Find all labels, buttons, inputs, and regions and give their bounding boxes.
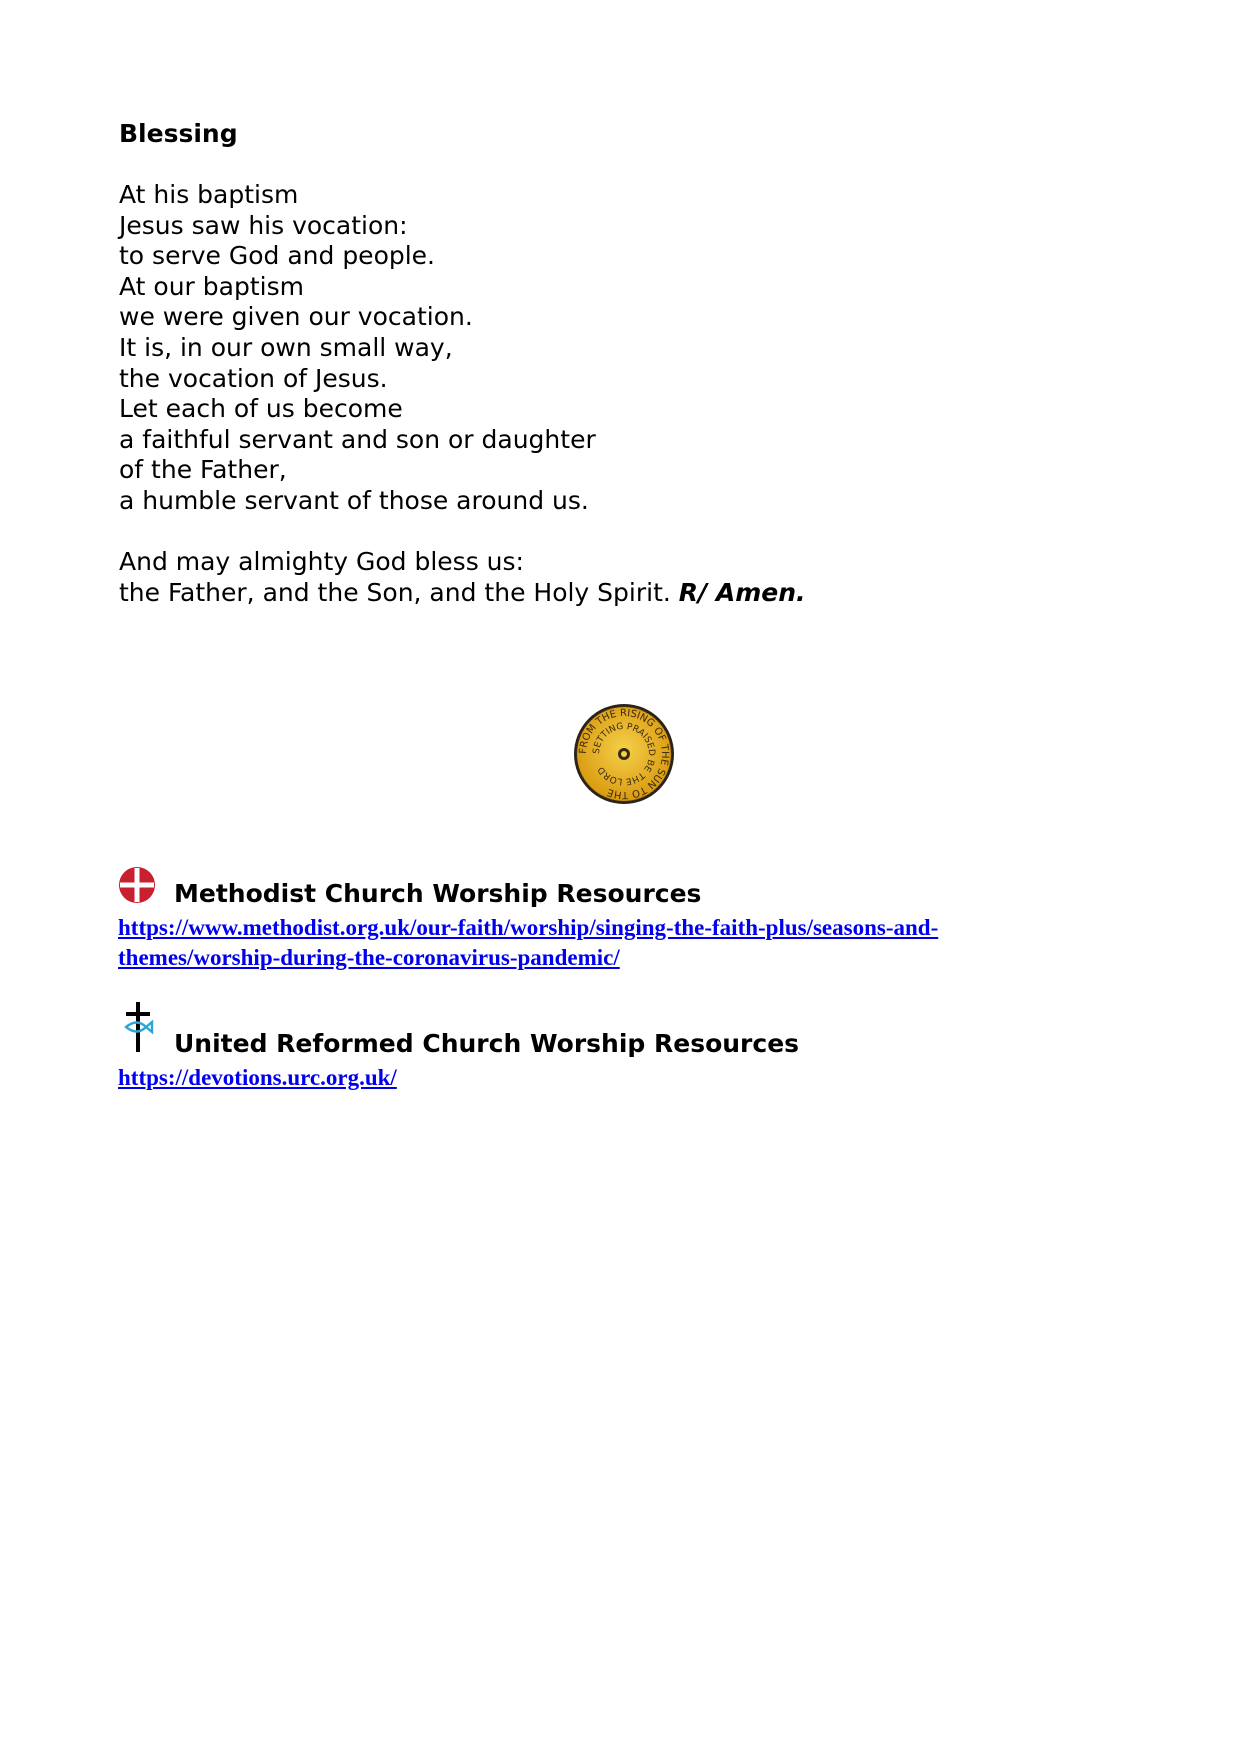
poem-line: It is, in our own small way, — [119, 332, 453, 362]
blessing-poem — [119, 180, 596, 517]
link-line[interactable]: https://devotions.urc.org.uk/ — [118, 1065, 397, 1090]
seal-text-outer: FROM THE RISING OF THE SUN TO THE — [577, 707, 671, 801]
poem-line: of the Father, — [119, 455, 287, 485]
urc-cross-fish-icon — [120, 1000, 156, 1054]
poem-line: At our baptism — [119, 271, 304, 301]
seal-text-inner: SETTING PRAISED BE THE LORD — [591, 721, 657, 787]
poem-line: the vocation of Jesus. — [119, 363, 388, 393]
blessing-closing — [119, 547, 806, 608]
methodist-cross-icon — [118, 866, 156, 904]
closing-line-text: the Father, and the Son, and the Holy Spirit. — [119, 577, 671, 607]
methodist-resource-link[interactable] — [118, 913, 938, 973]
urc-resource-link[interactable] — [118, 1063, 397, 1093]
poem-line: a faithful servant and son or daughter — [119, 424, 596, 454]
seal-logo-icon — [572, 702, 676, 806]
poem-line: we were given our vocation. — [119, 302, 473, 332]
poem-line: Jesus saw his vocation: — [119, 210, 408, 240]
closing-line — [119, 578, 806, 609]
response-amen: R/ Amen. — [678, 577, 806, 607]
poem-line: to serve God and people. — [119, 241, 436, 271]
urc-resource-title: United Reformed Church Worship Resources — [174, 1029, 800, 1058]
poem-line: Let each of us become — [119, 394, 403, 424]
closing-line: And may almighty God bless us: — [119, 547, 524, 576]
poem-line: At his baptism — [119, 180, 299, 209]
poem-line: a humble servant of those around us. — [119, 485, 589, 515]
blessing-heading: Blessing — [119, 119, 238, 148]
methodist-resource-title: Methodist Church Worship Resources — [174, 879, 702, 908]
link-line[interactable]: themes/worship-during-the-coronavirus-pandemic/ — [118, 945, 620, 970]
link-line[interactable]: https://www.methodist.org.uk/our-faith/worship/singing-the-faith-plus/seasons-and- — [118, 915, 939, 940]
